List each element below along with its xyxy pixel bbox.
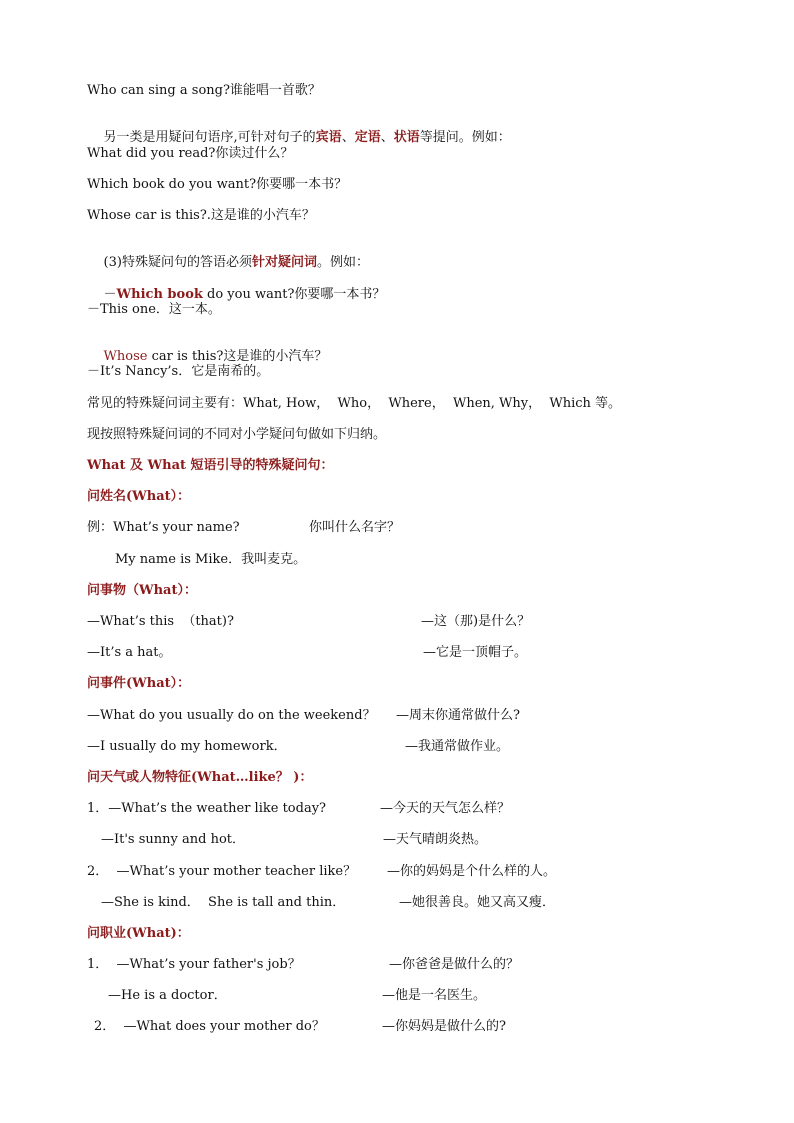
translation: —周末你通常做什么? (396, 708, 520, 723)
text-line: 2． —What does your mother do？ (94, 1019, 325, 1034)
highlight-adverbial: 状语 (393, 130, 420, 145)
translation: —他是一名医生。 (382, 988, 487, 1003)
text-line: －It’s Nancy’s．它是南希的。 (87, 364, 270, 379)
highlight-attribute: 定语 (354, 130, 381, 145)
text-line: Which book do you want?你要哪一本书？ (87, 177, 348, 192)
highlight-object: 宾语 (315, 130, 342, 145)
text-line: 常见的特殊疑问词主要有：What, How， Who， Where， When, Why， Which 等。 (87, 396, 622, 411)
text-span: 。例如： (316, 255, 369, 270)
text-line: －This one．这一本。 (87, 302, 221, 317)
translation: 你叫什么名字？ (309, 520, 401, 535)
text-line: 现按照特殊疑问词的不同对小学疑问句做如下归纳。 (87, 427, 387, 442)
subsection-heading: 问事物（What）： (87, 583, 197, 598)
translation: —它是一顶帽子。 (423, 645, 528, 660)
text-line: Whose car is this?.这是谁的小汽车？ (87, 208, 315, 223)
highlight-which-book: Which book (116, 287, 203, 302)
subsection-heading: 问天气或人物特征(What…like？ )： (87, 770, 313, 785)
text-line: Who can sing a song?谁能唱一首歌？ (87, 83, 321, 98)
text-span: 、 (341, 130, 355, 145)
text-line: —He is a doctor． (108, 988, 227, 1003)
highlight-whose: Whose (103, 349, 148, 364)
translation: —今天的天气怎么样？ (380, 801, 511, 816)
text-span: 、 (380, 130, 394, 145)
translation: —你爸爸是做什么的？ (389, 957, 520, 972)
translation: —这（那)是什么？ (421, 614, 531, 629)
subsection-heading: 问姓名(What）： (87, 489, 191, 504)
text-line: What did you read?你读过什么？ (87, 146, 294, 161)
text-line: 例：What’s your name? (87, 520, 240, 535)
text-span: 另一类是用疑问句语序,可针对句子的 (103, 130, 316, 145)
text-line: —What’s this （that)? (87, 614, 234, 629)
translation: —你妈妈是做什么的? (382, 1019, 506, 1034)
text-span: － (103, 287, 117, 302)
translation: —我通常做作业。 (405, 739, 510, 754)
text-line: —It’s a hat。 (87, 645, 172, 660)
text-line: —What do you usually do on the weekend？ (87, 708, 376, 723)
translation: —你的妈妈是个什么样的人。 (387, 864, 557, 879)
translation: —天气晴朗炎热。 (383, 832, 488, 847)
subsection-heading: 问事件(What）： (87, 676, 191, 691)
text-span: do you want?你要哪一本书？ (202, 287, 386, 302)
highlight-question-word: 针对疑问词 (251, 255, 317, 270)
translation: —她很善良。她又高又瘦． (399, 895, 556, 910)
section-heading: What 及 What 短语引导的特殊疑问句： (87, 458, 334, 473)
text-span: (3)特殊疑问句的答语必须 (103, 255, 252, 270)
text-line: 1．—What’s the weather like today? (87, 801, 327, 816)
text-span: 等提问。例如： (419, 130, 511, 145)
text-line: —I usually do my homework． (87, 739, 287, 754)
text-line: 2． —What’s your mother teacher like？ (87, 864, 357, 879)
text-span: car is this?这是谁的小汽车？ (147, 349, 328, 364)
text-line: 1． —What’s your father's job？ (87, 957, 301, 972)
subsection-heading: 问职业(What)： (87, 926, 190, 941)
text-line: My name is Mike．我叫麦克。 (115, 552, 307, 567)
text-line: —She is kind． She is tall and thin． (101, 895, 346, 910)
text-line: —It's sunny and hot． (101, 832, 246, 847)
